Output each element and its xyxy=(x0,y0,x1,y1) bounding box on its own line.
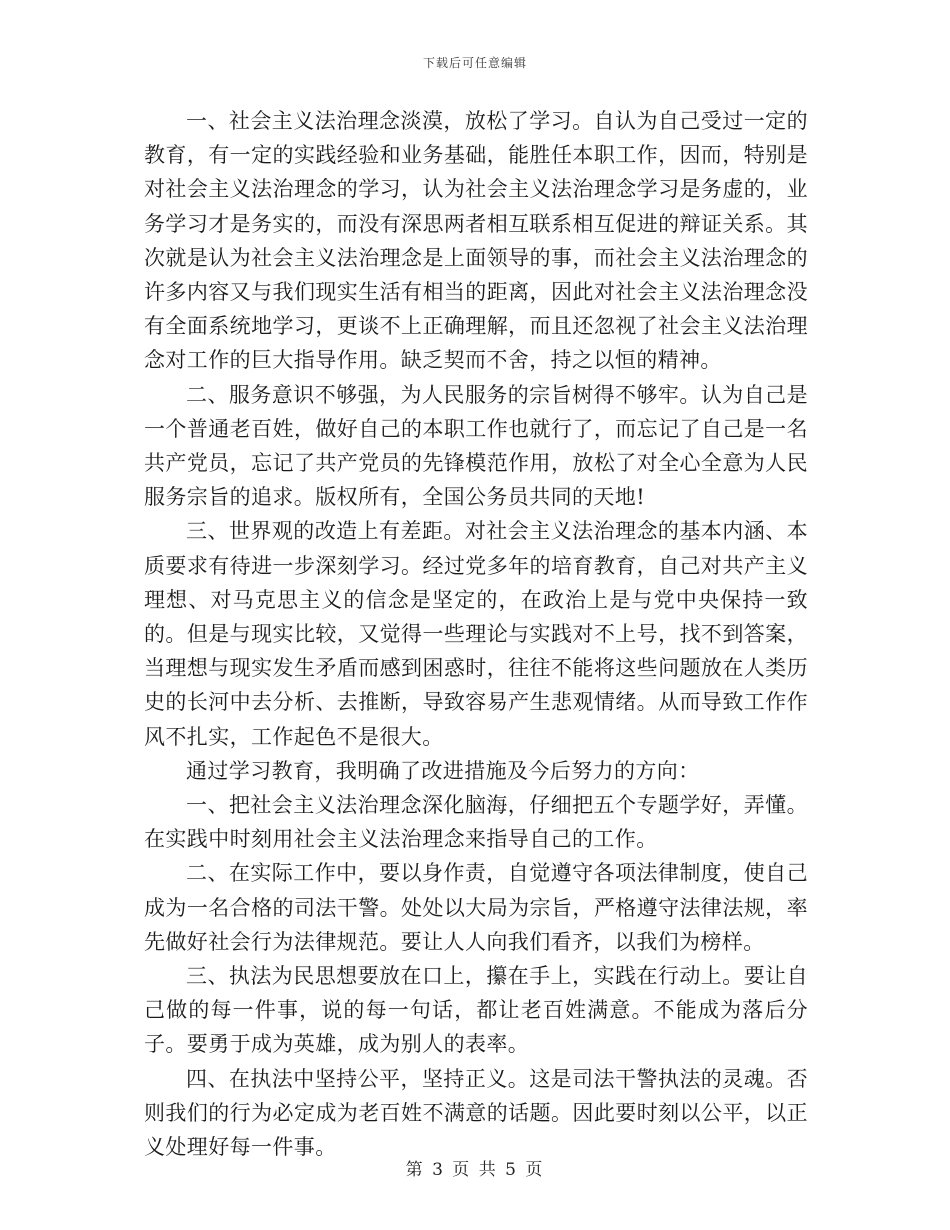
paragraph-problem-3: 三、世界观的改造上有差距。对社会主义法治理念的基本内涵、本质要求有待进一步深刻学习。经过党多年的培育教育，自己对共产主义理想、对马克思主义的信念是坚定的，在政治上是与党中央保持一致的。但是与现实比较，又觉得一些理论与实践对不上号，找不到答案，当理想与现实发生矛盾而感到困惑时，往往不能将这些问题放在人类历史的长河中去分析、去推断，导致容易产生悲观情绪。从而导致工作作风不扎实，工作起色不是很大。 xyxy=(144,519,808,749)
paragraph-measure-1: 一、把社会主义法治理念深化脑海，仔细把五个专题学好，弄懂。在实践中时刻用社会主义法治理念来指导自己的工作。 xyxy=(144,793,808,852)
paragraph-measure-2: 二、在实际工作中，要以身作责，自觉遵守各项法律制度，使自己成为一名合格的司法干警。处处以大局为宗旨，严格遵守法律法规，率先做好社会行为法律规范。要让人人向我们看齐，以我们为榜样。 xyxy=(144,861,808,954)
paragraph-problem-2: 二、服务意识不够强，为人民服务的宗旨树得不够牢。认为自己是一个普通老百姓，做好自己的本职工作也就行了，而忘记了自己是一名共产党员，忘记了共产党员的先锋模范作用，放松了对全心全意为人民服务宗旨的追求。版权所有，全国公务员共同的天地! xyxy=(144,382,808,510)
paragraph-problem-1: 一、社会主义法治理念淡漠，放松了学习。自认为自己受过一定的教育，有一定的实践经验和业务基础，能胜任本职工作，因而，特别是对社会主义法治理念的学习，认为社会主义法治理念学习是务虚的，业务学习才是务实的，而没有深思两者相互联系相互促进的辩证关系。其次就是认为社会主义法治理念是上面领导的事，而社会主义法治理念的许多内容又与我们现实生活有相当的距离，因此对社会主义法治理念没有全面系统地学习，更谈不上正确理解，而且还忽视了社会主义法治理念对工作的巨大指导作用。缺乏契而不舍，持之以恒的精神。 xyxy=(144,109,808,373)
page-header: 下载后可任意编辑 xyxy=(422,56,527,70)
page-number-footer: 第 3 页 共 5 页 xyxy=(405,1160,545,1180)
paragraph-transition: 通过学习教育，我明确了改进措施及今后努力的方向： xyxy=(186,758,700,783)
paragraph-measure-4: 四、在执法中坚持公平，坚持正义。这是司法干警执法的灵魂。否则我们的行为必定成为老百姓不满意的话题。因此要时刻以公平，以正义处理好每一件事。 xyxy=(144,1066,808,1160)
paragraph-measure-3: 三、执法为民思想要放在口上，攥在手上，实践在行动上。要让自己做的每一件事，说的每一句话，都让老百姓满意。不能成为落后分子。要勇于成为英雄，成为别人的表率。 xyxy=(144,964,808,1057)
document-body xyxy=(144,104,808,1164)
